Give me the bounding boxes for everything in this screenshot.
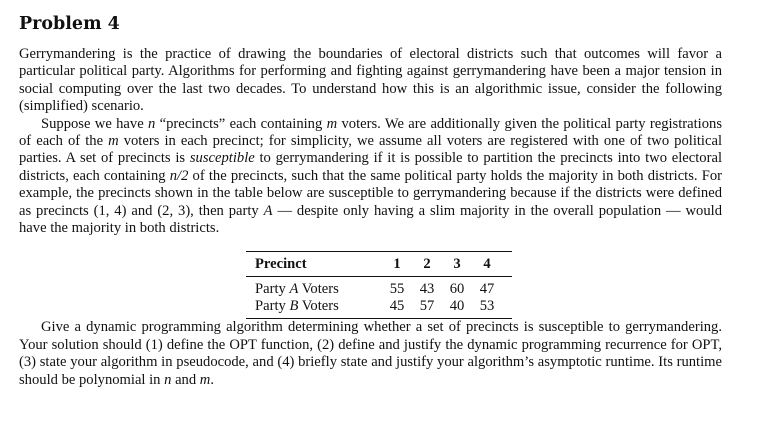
- table-header-row: [246, 252, 512, 276]
- label-text: Party: [255, 281, 290, 298]
- text-span: and: [171, 371, 200, 388]
- table-body: [246, 277, 512, 318]
- table-row: [246, 298, 512, 315]
- math-var-m: m: [199, 371, 211, 388]
- emphasis-susceptible: susceptible: [189, 150, 255, 167]
- label-text: Voters: [298, 298, 339, 315]
- math-var-m: m: [326, 115, 338, 132]
- header-cell: 1: [393, 255, 401, 272]
- voters-table: [246, 251, 512, 319]
- text-span: “precincts” each containing: [155, 115, 327, 132]
- text-span: Suppose we have: [41, 115, 149, 132]
- text-span: — despite only having a slim majority in the overall population — would have the majority in both districts.: [19, 202, 723, 237]
- math-fraction: n/2: [169, 167, 189, 184]
- problem-page: [19, 12, 722, 389]
- text-span: voters. We are additionally given the political party registrations of each of the: [19, 115, 723, 150]
- table-cell: 45: [389, 298, 405, 315]
- math-var-n: n: [148, 115, 156, 132]
- row-label: [246, 281, 382, 298]
- header-cell: 3: [453, 255, 461, 272]
- table-cell: 57: [419, 298, 435, 315]
- table-cell: 55: [389, 281, 405, 298]
- table-cell: 43: [419, 281, 435, 298]
- table-cell: 60: [449, 281, 465, 298]
- header-cell: Precinct: [255, 255, 307, 272]
- header-cell: 2: [423, 255, 431, 272]
- math-var-a: A: [263, 202, 273, 219]
- text-span: voters in each precinct; for simplicity, we assume all voters are registered with one of two political parties. A set of precincts is: [19, 133, 723, 167]
- table-cell: 47: [479, 281, 495, 298]
- math-var-a: A: [289, 281, 299, 298]
- math-var-b: B: [289, 298, 299, 315]
- text-span: .: [210, 371, 214, 388]
- text-span: Give a dynamic programming algorithm determining whether a set of precincts is susceptible to gerrymandering. Your solution should (1) define the OPT function, (2) define and justify the dynamic programming recurrence for OPT, (3) state your algorithm in pseudocode, and (4) briefly state and justify your algorithm’s asymptotic runtime. Its runtime should be polynomial in: [19, 319, 722, 388]
- problem-title: Problem 4: [19, 14, 120, 34]
- math-var-m: m: [108, 133, 119, 150]
- table-row: [246, 281, 512, 298]
- table-cell: 53: [479, 298, 495, 315]
- text-span: of the precincts, such that the same political party holds the majority in both districts. For example, the precincts shown in the table below are susceptible to gerrymandering because if the districts were defined as precincts (1, 4) and (2, 3), then party: [19, 167, 722, 219]
- task-paragraph: [19, 319, 722, 389]
- intro-paragraph: Gerrymandering is the practice of drawing the boundaries of electoral districts such that outcomes will favor a particular political party. Algorithms for performing and fighting against gerrymandering have been a major tension in social computing over the last two decades. To understand how this is an algorithmic issue, consider the following (simplified) scenario.: [19, 46, 722, 115]
- row-label: [246, 298, 382, 315]
- text-span: to gerrymandering if it is possible to partition the precincts into two electoral districts, each containing: [19, 150, 722, 184]
- table-cell: 40: [449, 298, 465, 315]
- math-var-n: n: [164, 371, 172, 388]
- header-cell: 4: [483, 255, 491, 272]
- label-text: Voters: [298, 281, 339, 298]
- scenario-paragraph: [19, 116, 722, 238]
- label-text: Party: [255, 298, 290, 315]
